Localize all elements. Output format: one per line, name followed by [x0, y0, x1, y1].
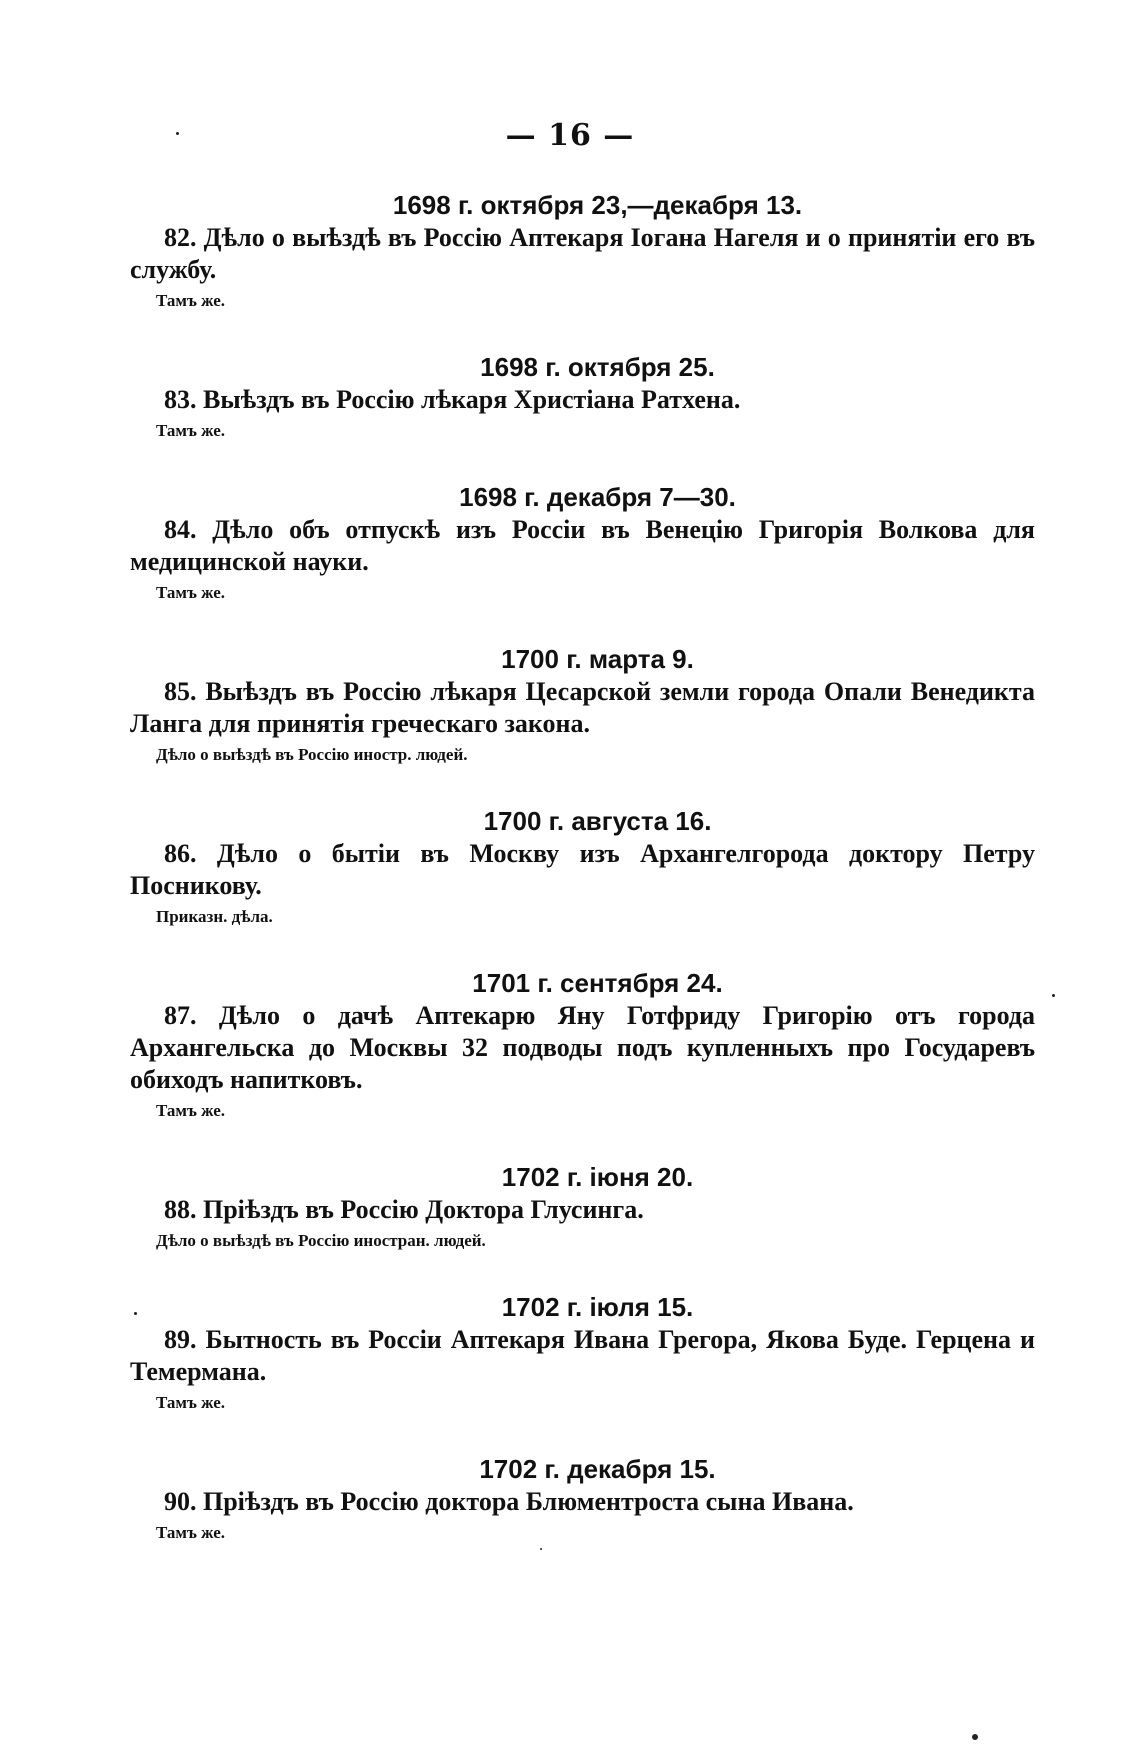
entry-date: 1698 г. октября 25.	[480, 352, 715, 382]
entry-88	[130, 1160, 1035, 1256]
entry-source: Приказн. дѣла.	[156, 907, 273, 926]
entry-text: 88. Пріѣздъ въ Россію Доктора Глусинга.	[164, 1195, 644, 1224]
entry-85	[130, 642, 1035, 770]
entry-90	[130, 1452, 1035, 1548]
entry-source: Тамъ же.	[156, 291, 226, 310]
entry-list	[130, 188, 1035, 1548]
entry-text: 82. Дѣло о выѣздѣ въ Россію Аптекаря Іогана Нагеля и о принятіи его въ службу.	[130, 223, 1035, 284]
entry-source: Тамъ же.	[156, 583, 226, 602]
entry-84	[130, 480, 1035, 608]
entry-date: 1700 г. августа 16.	[483, 806, 712, 836]
entry-source: Дѣло о выѣздѣ въ Россію иностр. людей.	[156, 745, 468, 764]
scan-speck	[134, 1312, 137, 1315]
entry-text: 85. Выѣздъ въ Россію лѣкаря Цесарской земли города Опали Венедикта Ланга для принятія греческаго закона.	[130, 677, 1035, 738]
entry-source: Тамъ же.	[156, 421, 226, 440]
entry-87	[130, 966, 1035, 1126]
entry-date: 1702 г. іюня 20.	[501, 1162, 694, 1192]
entry-source: Тамъ же.	[156, 1523, 226, 1542]
entry-text: 90. Пріѣздъ въ Россію доктора Блюментроста сына Ивана.	[164, 1487, 854, 1516]
entry-date: 1701 г. сентября 24.	[472, 968, 723, 998]
entry-text: 84. Дѣло объ отпускѣ изъ Россіи въ Венецію Григорія Волкова для медицинской науки.	[130, 515, 1035, 576]
entry-date: 1698 г. декабря 7—30.	[459, 482, 736, 512]
entry-83	[130, 350, 1035, 446]
entry-text: 86. Дѣло о бытіи въ Москву изъ Архангелгорода доктору Петру Посникову.	[130, 839, 1035, 900]
entry-source: Тамъ же.	[156, 1393, 226, 1412]
entry-source: Тамъ же.	[156, 1101, 226, 1120]
entry-date: 1700 г. марта 9.	[501, 644, 694, 674]
entry-date: 1702 г. іюля 15.	[501, 1292, 694, 1322]
entry-86	[130, 804, 1035, 932]
scan-speck	[540, 1548, 542, 1550]
entry-text: 87. Дѣло о дачѣ Аптекарю Яну Готфриду Григорію отъ города Архангельска до Москвы 32 подводы подъ купленныхъ про Государевъ обиходъ напитковъ.	[130, 1001, 1035, 1094]
entry-89	[130, 1290, 1035, 1418]
page-number: — 16 —	[505, 118, 635, 153]
entry-82	[130, 188, 1035, 316]
scan-speck	[972, 1734, 978, 1740]
entry-source: Дѣло о выѣздѣ въ Россію иностран. людей.	[156, 1231, 486, 1250]
scan-speck	[1052, 994, 1055, 997]
entry-date: 1702 г. декабря 15.	[479, 1454, 716, 1484]
entry-date: 1698 г. октября 23,—декабря 13.	[392, 190, 803, 220]
entry-text: 89. Бытность въ Россіи Аптекаря Ивана Грегора, Якова Буде. Герцена и Темермана.	[130, 1325, 1035, 1386]
entry-text: 83. Выѣздъ въ Россію лѣкаря Христіана Ратхена.	[164, 385, 741, 414]
scan-speck	[176, 132, 179, 135]
